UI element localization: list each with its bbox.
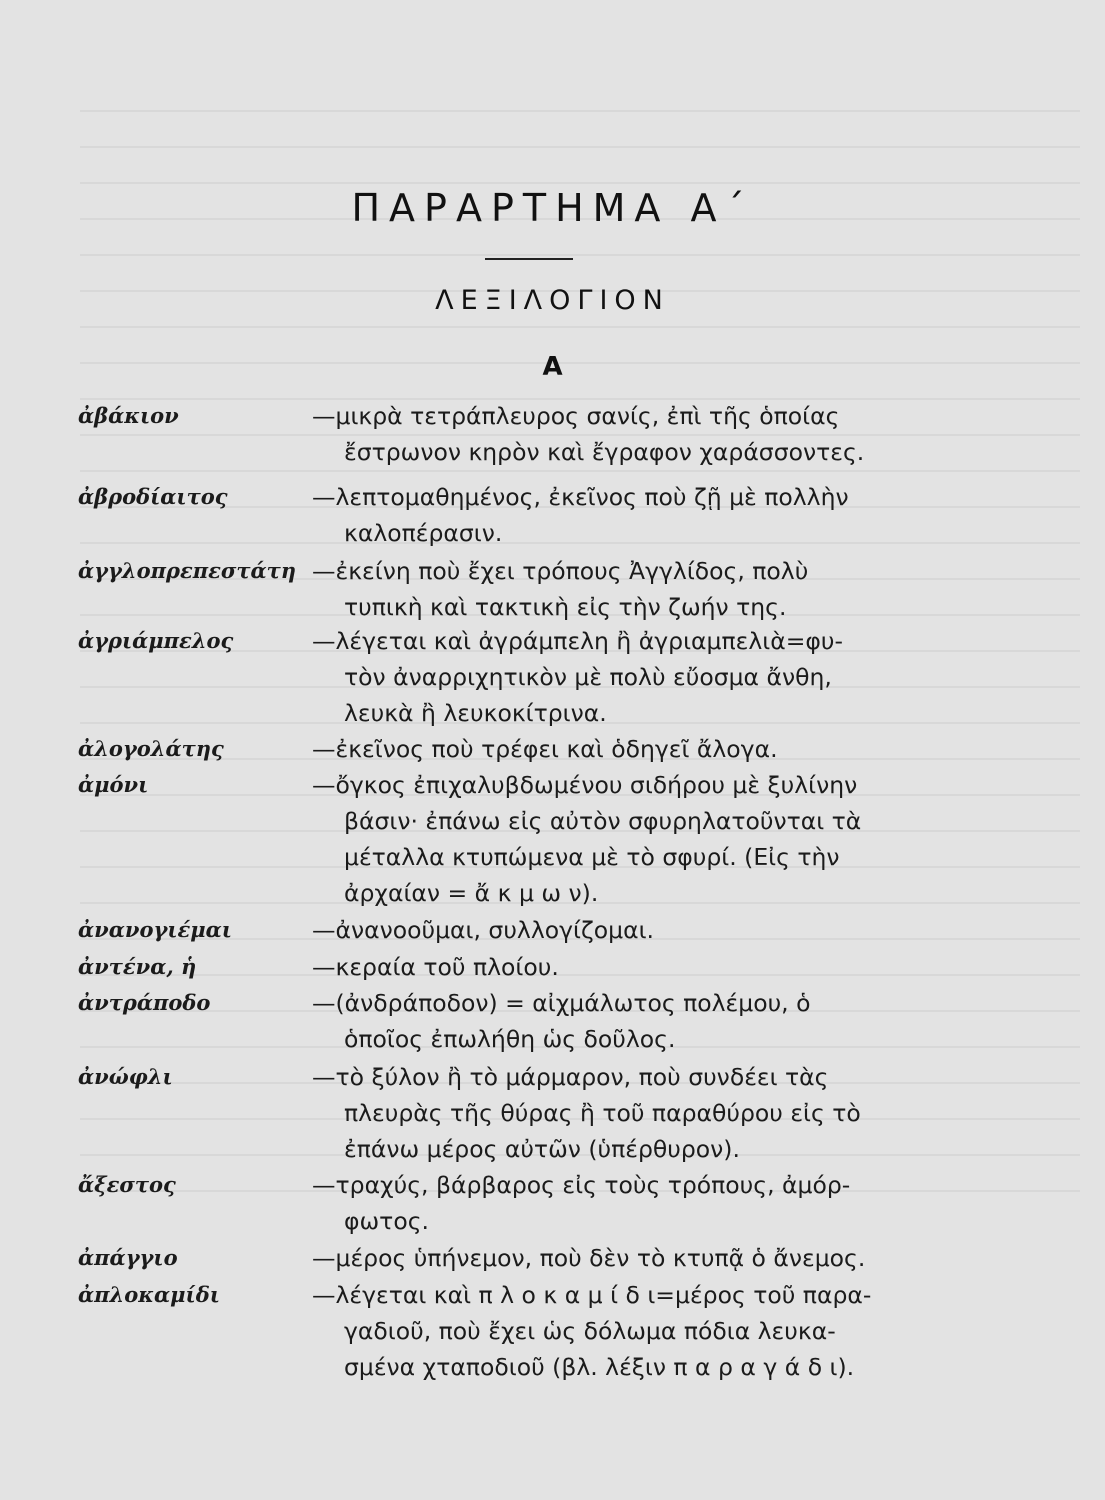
- entry-term: ἀμόνι: [78, 772, 149, 797]
- entry-term: ἀντράποδο: [78, 990, 211, 1015]
- entry-definition: [312, 623, 982, 731]
- definition-line: μέταλλα κτυπώμενα μὲ τὸ σφυρί. (Εἰς τὴν: [344, 843, 840, 871]
- entry-term: ἀγριάμπελος: [78, 628, 234, 653]
- entry-definition: [312, 1059, 982, 1167]
- definition-line: —ὄγκος ἐπιχαλυβδωμένου σιδήρου μὲ ξυλίνην: [312, 771, 858, 799]
- entry-term: ἀνώφλι: [78, 1064, 173, 1089]
- definition-line: ἔστρωνον κηρὸν καὶ ἔγραφον χαράσσοντες.: [344, 438, 865, 466]
- entry-term: ἀνανογιέμαι: [78, 917, 232, 942]
- lexicon-title: ΛΕΞΙΛΟΓΙΟΝ: [435, 285, 670, 316]
- title-divider: [485, 258, 573, 260]
- definition-line: —ἐκείνη ποὺ ἔχει τρόπους Ἀγγλίδος, πολὺ: [312, 557, 809, 585]
- definition-line: —τραχύς, βάρβαρος εἰς τοὺς τρόπους, ἀμόρ-: [312, 1171, 851, 1199]
- definition-line: —κεραία τοῦ πλοίου.: [312, 953, 559, 981]
- definition-line: σμένα χταποδιοῦ (βλ. λέξιν π α ρ α γ ά δ ι).: [344, 1353, 855, 1381]
- entry-definition: [312, 553, 982, 625]
- definition-line: λευκὰ ἢ λευκοκίτρινα.: [344, 699, 607, 727]
- definition-line: —ἀνανοοῦμαι, συλλογίζομαι.: [312, 916, 654, 944]
- entry-term: ἀβάκιον: [78, 403, 179, 428]
- entry-term: ἄξεστος: [78, 1172, 176, 1197]
- definition-line: —λέγεται καὶ ἀγράμπελη ἢ ἀγριαμπελιὰ=φυ-: [312, 627, 843, 655]
- definition-line: ἐπάνω μέρος αὐτῶν (ὑπέρθυρον).: [344, 1135, 740, 1163]
- entry-definition: [312, 731, 982, 767]
- definition-line: πλευρὰς τῆς θύρας ἢ τοῦ παραθύρου εἰς τὸ: [344, 1099, 861, 1127]
- section-letter: Α: [542, 352, 563, 382]
- appendix-title: ΠΑΡΑΡΤΗΜΑ Α΄: [351, 186, 754, 230]
- entry-definition: [312, 949, 982, 985]
- entry-definition: [312, 398, 982, 470]
- entry-term: ἀντένα, ἡ: [78, 954, 197, 979]
- definition-line: —τὸ ξύλον ἢ τὸ μάρμαρον, ποὺ συνδέει τὰς: [312, 1063, 829, 1091]
- definition-line: ἀρχαίαν = ἄ κ μ ω ν).: [344, 879, 599, 907]
- definition-line: φωτος.: [344, 1207, 429, 1235]
- definition-line: ὁποῖος ἐπωλήθη ὡς δοῦλος.: [344, 1025, 676, 1053]
- definition-line: τυπικὴ καὶ τακτικὴ εἰς τὴν ζωήν της.: [344, 593, 787, 621]
- entry-definition: [312, 985, 982, 1057]
- entry-term: ἀπάγγιο: [78, 1245, 178, 1270]
- entry-definition: [312, 767, 982, 911]
- definition-line: —(ἀνδράποδον) = αἰχμάλωτος πολέμου, ὁ: [312, 989, 811, 1017]
- entry-term: ἀλογολάτης: [78, 736, 224, 761]
- definition-line: —λέγεται καὶ π λ ο κ α μ ί δ ι=μέρος τοῦ παρα-: [312, 1281, 872, 1309]
- definition-line: βάσιν· ἐπάνω εἰς αὐτὸν σφυρηλατοῦνται τὰ: [344, 807, 862, 835]
- entry-definition: [312, 1240, 982, 1276]
- entry-definition: [312, 479, 982, 551]
- entry-term: ἀβροδίαιτος: [78, 484, 228, 509]
- entry-definition: [312, 912, 982, 948]
- definition-line: —μικρὰ τετράπλευρος σανίς, ἐπὶ τῆς ὁποίας: [312, 402, 840, 430]
- definition-line: τὸν ἀναρριχητικὸν μὲ πολὺ εὔοσμα ἄνθη,: [344, 663, 832, 691]
- definition-line: —ἐκεῖνος ποὺ τρέφει καὶ ὁδηγεῖ ἄλογα.: [312, 735, 778, 763]
- entry-definition: [312, 1277, 982, 1385]
- definition-line: γαδιοῦ, ποὺ ἔχει ὡς δόλωμα πόδια λευκα-: [344, 1317, 836, 1345]
- definition-line: —μέρος ὑπήνεμον, ποὺ δὲν τὸ κτυπᾷ ὁ ἄνεμος.: [312, 1244, 866, 1272]
- entry-definition: [312, 1167, 982, 1239]
- entry-term: ἀπλοκαμίδι: [78, 1282, 220, 1307]
- definition-line: —λεπτομαθημένος, ἐκεῖνος ποὺ ζῇ μὲ πολλὴν: [312, 483, 849, 511]
- entry-term: ἀγγλοπρεπεστάτη: [78, 558, 297, 583]
- definition-line: καλοπέρασιν.: [344, 519, 503, 547]
